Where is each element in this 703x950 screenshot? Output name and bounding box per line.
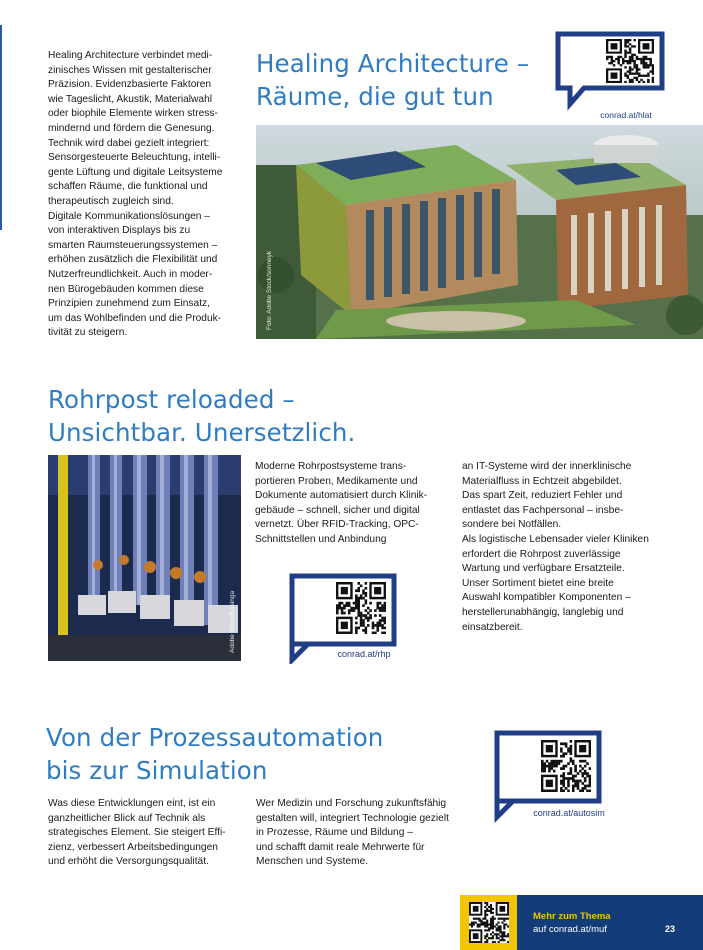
rohrpost-text-col2: an IT-Systeme wird der innerklinische Materialfluss in Echtzeit abgebildet. Das spart Zeit, reduziert Fehler und entlastet das Fachpersonal – insbe- sondere bei Notfällen. Als logistische Lebensader vieler Kliniken erfordert die Rohrpost zuverlässige Wartung und verfügbare Ersatzteile. Unser Sortiment bietet eine breite Auswahl kompatibler Komponenten – herstellerunabhängig, langlebig und einsatzbereit. bbox=[462, 461, 649, 633]
footer-link[interactable]: auf conrad.at/muf bbox=[533, 924, 607, 935]
qr-code-icon bbox=[541, 740, 591, 792]
photo-credit-building: Foto: Adobe Stock/sonneyk bbox=[266, 250, 273, 330]
qr-callout-rhp[interactable] bbox=[288, 572, 400, 664]
rohrpost-text-col1: Moderne Rohrpostsysteme trans- portieren Proben, Medikamente und Dokumente automatisiert durch Klinik- gebäude – schnell, sicher und digital vernetzt. Über RFID-Tracking, OPC- Schnittstellen und Anbindung bbox=[255, 461, 428, 545]
prozessautomation-heading: Von der Prozessautomation bis zur Simulation bbox=[46, 723, 384, 785]
healing-architecture-heading: Healing Architecture – Räume, die gut tun bbox=[256, 49, 530, 111]
qr-code-icon bbox=[606, 39, 654, 83]
photo-credit-pipes: Adobe Stock/Kasinga bbox=[229, 590, 236, 653]
qr-code-icon bbox=[469, 902, 509, 943]
qr-link-rhp[interactable]: conrad.at/rhp bbox=[337, 649, 391, 659]
qr-link-autosim[interactable]: conrad.at/autosim bbox=[533, 808, 605, 818]
qr-link-hlat[interactable]: conrad.at/hlat bbox=[600, 110, 652, 120]
rohrpost-heading: Rohrpost reloaded – Unsichtbar. Unersetzlich. bbox=[48, 385, 356, 447]
pipes-photo bbox=[48, 455, 241, 661]
page-edge-line bbox=[0, 25, 2, 230]
qr-callout-hlat[interactable] bbox=[554, 30, 666, 122]
prozessautomation-text-col2: Wer Medizin und Forschung zukunftsfähig gestalten will, integriert Technologie gezielt in Prozesse, Räume und Bildung – und schafft damit reale Mehrwerte für Menschen und Systeme. bbox=[256, 798, 449, 868]
prozessautomation-text-col1: Was diese Entwicklungen eint, ist ein ganzheitlicher Blick auf Technik als strategisches Element. Sie steigert Effi- zienz, verbessert Arbeitsbedingungen und erhöht die Versorgungsqualität. bbox=[48, 798, 226, 868]
footer-bar bbox=[460, 895, 703, 950]
building-photo bbox=[256, 125, 703, 339]
footer-title: Mehr zum Thema bbox=[533, 911, 611, 922]
page-number: 23 bbox=[665, 924, 676, 934]
healing-architecture-text: Healing Architecture verbindet medi- zinisches Wissen mit gestalterischer Präzision. Evidenzbasierte Faktoren wie Tageslicht, Akustik, Materialwahl oder biophile Elemente wirken stress- mindernd und fördern die Genesung. Technik wird dabei gezielt integriert: Sensorgesteuerte Beleuchtung, intelli- gente Lüftung und digitale Leitsysteme schaffen Räume, die funktional und therapeutisch zugleich sind. Digitale Kommunikationslösungen – von interaktiven Displays bis zu smarten Raumsteuerungssystemen – erhöhen zusätzlich die Flexibilität und Nutzerfreundlichkeit. Auch in moder- nen Bürogebäuden kommen diese Prinzipien zunehmend zum Einsatz, um das Wohlbefinden und die Produk- tivität zu steigern. bbox=[48, 50, 223, 339]
qr-callout-autosim[interactable] bbox=[493, 729, 605, 825]
qr-code-icon bbox=[336, 582, 386, 634]
